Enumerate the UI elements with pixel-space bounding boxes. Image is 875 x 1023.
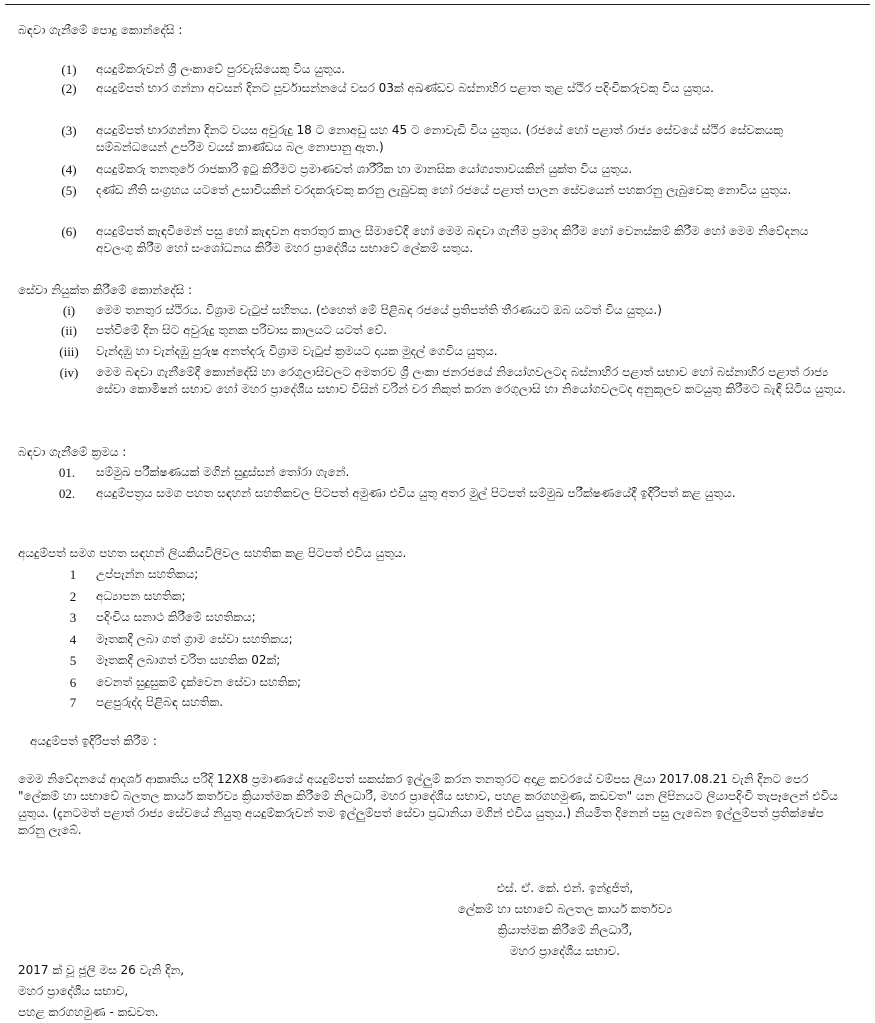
item-number: (i) — [62, 303, 76, 318]
item-text: වෙනත් සුදුසුකම් දැක්වෙන සේවා සහතික; — [96, 675, 302, 689]
item-text: අයදුම්කරුවන් ශ්‍රී ලංකාවේ පුරවැසියෙකු විය යුතුය. — [96, 62, 346, 76]
item-number: 6 — [69, 675, 77, 690]
item-text: පත්වීමේ දින සිට අවුරුදු තුනක පරිවාස කාලයට යටත් වේ. — [96, 323, 388, 337]
item-number: (4) — [61, 162, 77, 177]
item-text: උප්පැන්න සහතිකය; — [96, 567, 199, 581]
item-text: පදිංචිය සනාථ කිරීමේ සහතිකය; — [96, 610, 256, 624]
item-number: (6) — [61, 224, 77, 239]
item-number: 3 — [69, 610, 77, 625]
item-text: මෑතකදී ලබා ගත් ග්‍රාම සේවා සහතිකය; — [96, 632, 293, 646]
issue-date: 2017 ක් වූ ජූලි මස 26 වැනි දින, — [18, 963, 185, 977]
item-number: (2) — [61, 81, 77, 96]
issue-address: පහළ කරගහමුණ - කඩවත. — [18, 1005, 159, 1019]
item-text: අයදුම්පත් කැඳවීමෙන් පසු හෝ කැඳවන අතරතුර කාල සීමාවේදී හෝ මෙම බඳවා ගැනීම ප්‍රමාද කිරීම හෝ වෙනස්කම් කිරීම හෝ මෙම නිවේදනය අවලංගු කිරීම හෝ සංශෝධනය කිරීම මහර ප්‍රාදේශීය සභාවේ ලේකම් සතුය. — [96, 224, 809, 255]
signatory-name: එස්. ඒ. කේ. එන්. ඉන්ද්‍රජිත්, — [496, 881, 634, 895]
item-number: (iv) — [59, 365, 79, 380]
item-number: 1 — [69, 567, 77, 582]
item-text: වැන්දඹු හා වැන්දඹු පුරුෂ අනත්දරු විශ්‍රාම වැටුප් ක්‍රමයට දායක මුදල් ගෙවිය යුතුය. — [96, 344, 498, 358]
item-text: අයදුම්පත්‍රය සමග පහත සඳහන් සහතිකවල පිටපත් අමුණා එවිය යුතු අතර මුල් පිටපත් සම්මුඛ පරීක්ෂණයේදී ඉදිරිපත් කළ යුතුය. — [96, 486, 736, 500]
item-text: මෙම තනතුර ස්ථිරය. විශ්‍රාම වැටුප් සහිතය. (එහෙත් මේ පිළිබඳ රජයේ ප්‍රතිපත්ති තීරණයට ඔබ යටත් විය යුතුය.) — [96, 303, 662, 317]
service-conditions-heading: සේවා නියුක්ත කිරීමේ කොන්දේසි : — [18, 283, 193, 297]
signature-block — [425, 878, 705, 962]
item-number: (3) — [61, 123, 77, 138]
item-number: 2 — [69, 589, 77, 604]
issue-office: මහර ප්‍රාදේශීය සභාව, — [18, 984, 129, 998]
item-number: 5 — [69, 653, 77, 668]
item-text: අයදුම්පත් භාරගන්නා දිනට වයස අවුරුදු 18 ට නොඅඩු සහ 45 ට නොවැඩි විය යුතුය. (රජයේ හෝ පළාත් රාජ්‍ය සේවයේ ස්ථිර සේවකයකු සම්බන්ධයෙන් උපරිම වයස් කාණ්ඩය බල නොපානු ඇත.) — [96, 123, 784, 154]
item-number: 4 — [69, 632, 77, 647]
recruitment-method-heading: බඳවා ගැනීමේ ක්‍රමය : — [18, 445, 127, 459]
item-text: අයදුම්පත් භාර ගන්නා අවසන් දිනට පූර්වාසන්නයේ වසර 03ක් අඛණ්ඩව බස්නාහිර පළාත තුළ ස්ථිර පදිංචිකරුවකු විය යුතුය. — [96, 81, 714, 95]
signatory-title-1: ලේකම් හා සභාවේ බලතල කාර්ය කර්තව්‍ය — [457, 902, 673, 916]
item-number: (ii) — [61, 323, 77, 338]
item-text: අධ්‍යාපන සහතික; — [96, 589, 186, 603]
item-text: මෙම බඳවා ගැනීමේදී කොන්දේසි හා රෙගුලාසිවලට අමතරව ශ්‍රී ලංකා ජනරජයේ නියෝගවලටද බස්නාහිර පළාත් සභාව හෝ බස්නාහිර පළාත් රාජ්‍ය සේවා කොමිෂන් සභාව හෝ මහර ප්‍රාදේශීය සභාව විසින් වරින් වර නිකුත් කරන රෙගුලාසි හා නියෝගවලටද අනුකූලව කටයුතු කිරීමට බැඳී සිටිය යුතුය. — [96, 365, 846, 396]
general-conditions-heading: බඳවා ගැනීමේ පොදු කොන්දේසි : — [18, 23, 183, 37]
documents-heading: අයදුම්පත් සමග පහත සඳහන් ලියකියවිලිවල සහතික කළ පිටපත් එවිය යුතුය. — [18, 546, 407, 560]
item-number: (iii) — [59, 344, 79, 359]
item-text: අයදුම්කරු තනතුරේ රාජකාරි ඉටු කිරීමට ප්‍රමාණවත් ශාරීරික හා මානසික යෝග්‍යතාවයකින් යුක්ත විය යුතුය. — [96, 162, 633, 176]
item-number: (5) — [61, 183, 77, 198]
signatory-office: මහර ප්‍රාදේශීය සභාව. — [509, 944, 621, 958]
item-text: දණ්ඩ නීති සංග්‍රහය යටතේ උසාවියකින් වරදකරුවකු කරනු ලැබුවකු හෝ රජයේ පළාත් පාලන සේවයෙන් පහකරනු ලැබුවෙකු නොවිය යුතුය. — [96, 183, 792, 197]
signatory-title-2: ක්‍රියාත්මක කිරීමේ නිලධාරී, — [497, 923, 633, 937]
item-text: පළපුරුද්ද පිළිබඳ සහතික. — [96, 695, 224, 709]
submission-heading: අයදුම්පත් ඉදිරිපත් කිරීම : — [30, 734, 157, 748]
item-number: 02. — [58, 486, 76, 501]
date-place-block — [18, 960, 184, 1023]
item-number: 7 — [69, 695, 77, 710]
item-number: 01. — [58, 465, 76, 480]
item-text: මෑතකදී ලබාගත් චරිත සහතික 02ක්; — [96, 653, 281, 667]
item-number: (1) — [61, 62, 77, 77]
item-text: සම්මුඛ පරීක්ෂණයක් මගින් සුදුස්සන් තෝරා ගැනේ. — [96, 465, 350, 479]
submission-paragraph: මෙම නිවේදනයේ ආදර්ශ ආකෘතිය පරිදි 12X8 ප්‍රමාණයේ අයදුම්පත් සකස්කර ඉල්ලුම් කරන තනතුරට අදාළ කවරයේ වම්පස ලියා 2017.08.21 වැනි දිනට පෙර "ලේකම් හා සභාවේ බලතල කාර්ය කර්තව්‍ය ක්‍රියාත්මක කිරීමේ නිලධාරී, මහර ප්‍රාදේශීය සභාව, පහළ කරගහමුණ, කඩවත" යන ලිපිනයට ලියාපදිංචි තැපෑලෙන් එවිය යුතුය. (දැනටමත් පළාත් රාජ්‍ය සේවයේ නියුතු අයදුම්කරුවන් තම ඉල්ලුම්පත් සේවා ප්‍රධානියා මගින් එවිය යුතුය.) නියමිත දිනෙන් පසු ලැබෙන ඉල්ලුම්පත් ප්‍රතික්ෂේප කරනු ලැබේ. — [18, 772, 838, 837]
